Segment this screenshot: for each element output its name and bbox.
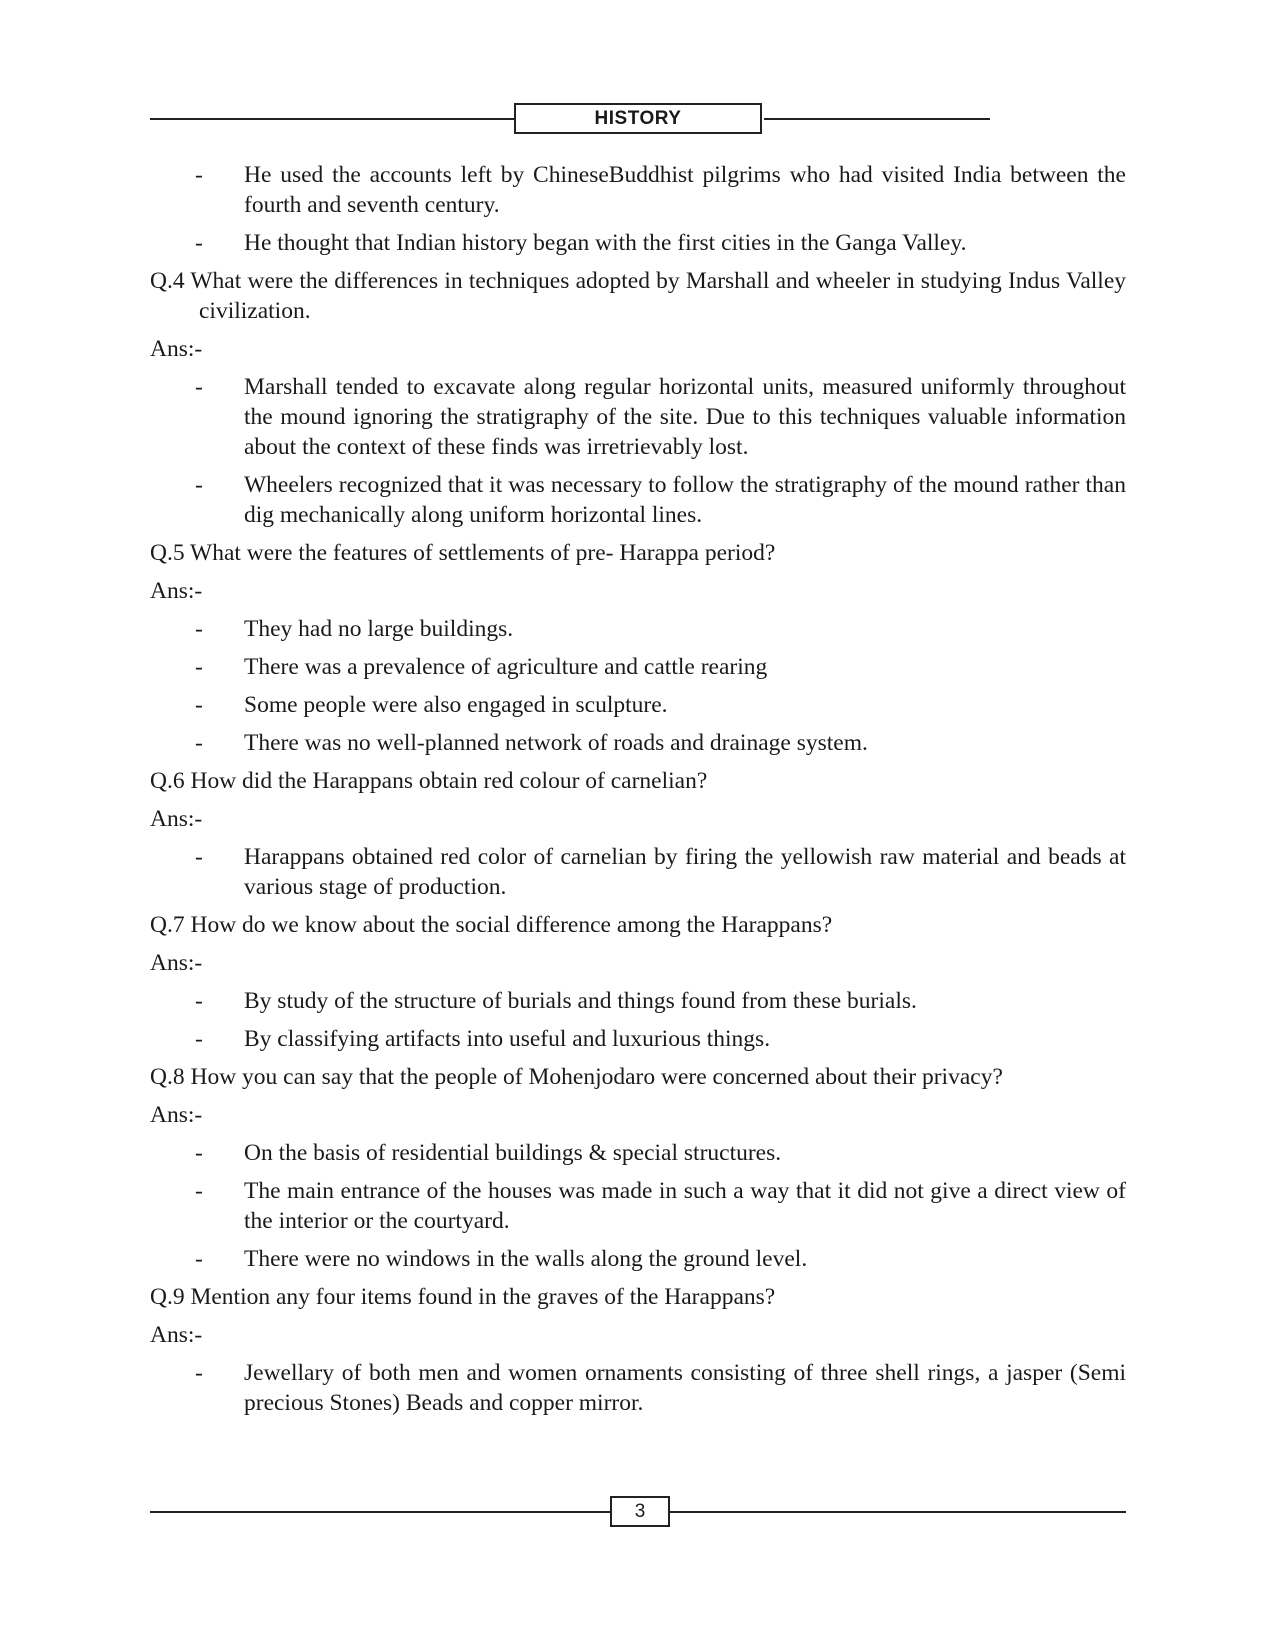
bullet-dash: - xyxy=(195,692,203,718)
header-rule-right xyxy=(764,118,990,120)
bullet-dash: - xyxy=(195,616,203,642)
list-item xyxy=(150,1024,1126,1054)
answer-label: Ans:- xyxy=(150,950,203,976)
question-4: Q.4 What were the differences in techniques adopted by Marshall and wheeler in studying Indus Valley civilization. xyxy=(150,268,1126,324)
list-item xyxy=(150,1244,1126,1274)
list-item xyxy=(150,652,1126,682)
bullet-dash: - xyxy=(195,472,203,498)
list-item xyxy=(150,228,1126,258)
list-item-text: He thought that Indian history began with the first cities in the Ganga Valley. xyxy=(244,230,967,256)
list-item-text: By study of the structure of burials and things found from these burials. xyxy=(244,988,917,1014)
list-item xyxy=(150,1138,1126,1168)
list-item xyxy=(150,372,1126,462)
list-item-text: There was a prevalence of agriculture and cattle rearing xyxy=(244,654,768,680)
list-item xyxy=(150,470,1126,530)
bullet-dash: - xyxy=(195,1360,203,1386)
list-item xyxy=(150,1358,1126,1418)
list-item xyxy=(150,842,1126,902)
bullet-dash: - xyxy=(195,730,203,756)
bullet-dash: - xyxy=(195,1246,203,1272)
bullet-dash: - xyxy=(195,844,203,870)
list-item-text: There were no windows in the walls along the ground level. xyxy=(244,1246,808,1272)
footer-rule-left xyxy=(150,1511,612,1513)
footer-rule-right xyxy=(668,1511,1126,1513)
list-item xyxy=(150,728,1126,758)
list-item-text: Some people were also engaged in sculpture. xyxy=(244,692,668,718)
list-item-text: He used the accounts left by ChineseBuddhist pilgrims who had visited India between the fourth and seventh century. xyxy=(244,162,1126,218)
question-7: Q.7 How do we know about the social difference among the Harappans? xyxy=(150,912,833,938)
answer-label: Ans:- xyxy=(150,1322,203,1348)
list-item xyxy=(150,614,1126,644)
page-number: 3 xyxy=(610,1496,670,1527)
question-8: Q.8 How you can say that the people of Mohenjodaro were concerned about their privacy? xyxy=(150,1064,1003,1090)
page-content xyxy=(150,160,1126,1426)
bullet-dash: - xyxy=(195,230,203,256)
list-item-text: They had no large buildings. xyxy=(244,616,514,642)
page-header xyxy=(150,103,990,137)
list-item-text: Marshall tended to excavate along regular horizontal units, measured uniformly throughout the mound ignoring the stratigraphy of the site. Due to this techniques valuable information about the context of these finds was irretrievably lost. xyxy=(244,374,1126,460)
list-item-text: On the basis of residential buildings & special structures. xyxy=(244,1140,782,1166)
list-item-text: By classifying artifacts into useful and luxurious things. xyxy=(244,1026,771,1052)
answer-label: Ans:- xyxy=(150,336,203,362)
question-5: Q.5 What were the features of settlements of pre- Harappa period? xyxy=(150,540,776,566)
list-item xyxy=(150,160,1126,220)
bullet-dash: - xyxy=(195,988,203,1014)
list-item xyxy=(150,1176,1126,1236)
question-9: Q.9 Mention any four items found in the graves of the Harappans? xyxy=(150,1284,776,1310)
bullet-dash: - xyxy=(195,162,203,188)
bullet-dash: - xyxy=(195,374,203,400)
header-rule-left xyxy=(150,118,516,120)
list-item-text: Wheelers recognized that it was necessary to follow the stratigraphy of the mound rather than dig mechanically along uniform horizontal lines. xyxy=(244,472,1126,528)
answer-label: Ans:- xyxy=(150,578,203,604)
list-item-text: Jewellary of both men and women ornaments consisting of three shell rings, a jasper (Semi precious Stones) Beads and copper mirror. xyxy=(244,1360,1126,1416)
answer-label: Ans:- xyxy=(150,1102,203,1128)
list-item xyxy=(150,986,1126,1016)
question-6: Q.6 How did the Harappans obtain red colour of carnelian? xyxy=(150,768,708,794)
answer-label: Ans:- xyxy=(150,806,203,832)
list-item-text: The main entrance of the houses was made in such a way that it did not give a direct view of the interior or the courtyard. xyxy=(244,1178,1126,1234)
bullet-dash: - xyxy=(195,1026,203,1052)
bullet-dash: - xyxy=(195,654,203,680)
page-footer xyxy=(150,1496,1126,1528)
bullet-dash: - xyxy=(195,1178,203,1204)
bullet-dash: - xyxy=(195,1140,203,1166)
list-item-text: Harappans obtained red color of carnelian by firing the yellowish raw material and beads at various stage of production. xyxy=(244,844,1126,900)
header-title: HISTORY xyxy=(514,103,762,134)
list-item xyxy=(150,690,1126,720)
list-item-text: There was no well-planned network of roads and drainage system. xyxy=(244,730,868,756)
